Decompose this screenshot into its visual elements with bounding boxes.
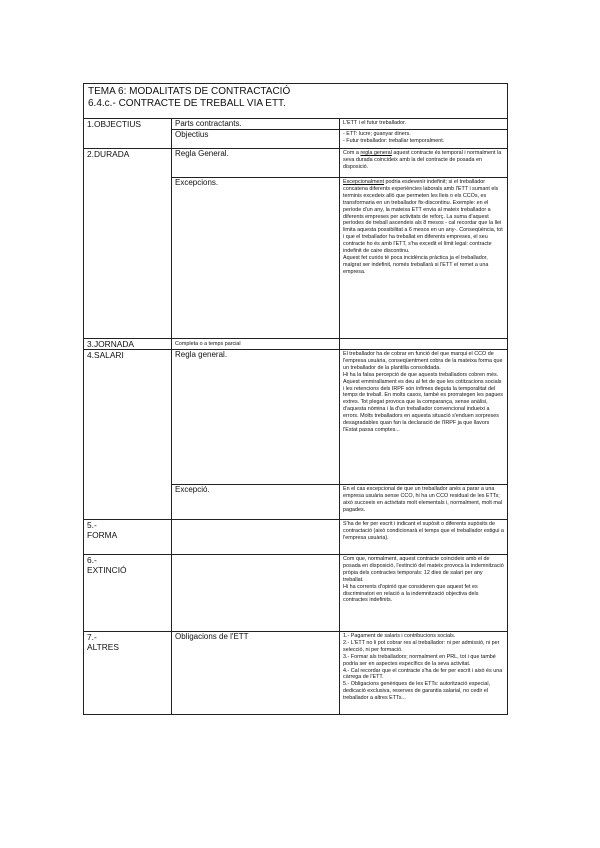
section-durada: 2.DURADA: [84, 149, 172, 339]
durada-row-1: [84, 149, 508, 178]
forma-text: S'ha de fer per escrit i indicant el supòsit o diferents supòsits de contractació (això condicionarà el temps que el treballador estigui a l'empresa usuària).: [340, 520, 508, 555]
section-jornada: 3.JORNADA: [84, 339, 172, 350]
list-item: 2.- L'ETT no li pot cobrar res al treballador: ni per admissió, ni per selecció, ni per formació.: [343, 639, 500, 653]
salari-excepcio-text: En el cas excepcional de que un treballador anès a parar a una empresa usuària sense CCO, hi ha un CCO residual de les ETTs; això succeeix en activitats molt elementals i, normalment, molt mal pagades.: [340, 485, 508, 520]
section-extincio: 6.- EXTINCIÓ: [84, 555, 172, 632]
section-objectius: 1.OBJECTIUS: [84, 119, 172, 149]
section-forma: 5.- FORMA: [84, 520, 172, 555]
regla-general-word: regla general: [360, 150, 392, 156]
contract-table: [83, 83, 508, 715]
durada-excepcions-label: Excepcions.: [172, 178, 340, 339]
salari-regla-label: Regla general.: [172, 350, 340, 485]
empty-cell: [172, 520, 340, 555]
altres-row: [84, 632, 508, 715]
list-item: 3.- Formar als treballadors; normalment en PRL, tot i que també podria ser en aspectes específics de la seva activitat.: [343, 653, 496, 667]
jornada-text: Completa o a temps parcial: [172, 339, 340, 350]
objectius-label: Objectius: [172, 130, 340, 149]
list-item: - Futur treballador: treballar temporalment.: [343, 137, 445, 144]
list-item: - ETT: lucre; guanyar diners.: [343, 131, 411, 137]
durada-excepcions-text: Excepcionalment podria esdevenir indefinit; si el treballador concatena diferents experiències laborals amb l'ETT i sumant els terminis excedeix allò que permeten les lleis o els CCOs, es transformaria en un treballador fix-discontinu. Exemple: en el període d'un any, la mateixa ETT envia al mateix treballador a diferents empreses per activitats de reforç. La suma d'aquest períodes de treball ascendeix als 8 mesos - cal recordar que la llei limita aquesta possibilitat a 6 mesos en un any-. Conseqüència, tot i que el treballador ha treballat en diferents empreses, el seu contracte ho és amb l'ETT, s'ha excedit el límit legal: contracte indefinit de caire discontinu. Aquest fet curiós té poca incidència pràctica ja el treballador, malgrat ser indefinit, només treballarà si l'ETT el remet a una empresa.: [340, 178, 508, 339]
salari-excepcio-label: Excepció.: [172, 485, 340, 520]
page-subtitle: 6.4.c.- CONTRACTE DE TREBALL VIA ETT.: [88, 98, 286, 109]
objectius-list: [340, 130, 508, 149]
list-item: 4.- Cal recordar que el contracte s'ha de fer per escrit i això és una càrrega de l'ETT.: [343, 667, 503, 681]
forma-row: [84, 520, 508, 555]
empty-cell: [172, 555, 340, 632]
durada-note: Aquest fet curiós té poca incidència pràctica ja el treballador, malgrat ser indefinit, només treballarà si l'ETT el remet a una empresa.: [343, 254, 489, 275]
section-salari: 4.SALARI: [84, 350, 172, 520]
section-altres: 7.- ALTRES: [84, 632, 172, 715]
list-item: 5.- Obligacions genèriques de les ETTs: autorització especial, dedicació exclusiva, reserves de garantia salarial, no cedir el treballador a altres ETTs...: [343, 681, 491, 702]
durada-regla-text: Com a regla general aquest contracte és temporal i normalment la seva durada coincideix amb la del contracte de posada en disposició.: [340, 149, 508, 178]
salari-regla-text: El treballador ha de cobrar en funció del que marqui el CCO de l'empresa usuària, conseqüentment cobra de la mateixa forma que un treballador de la plantilla consolidada. Hi ha la falsa percepció de que aquests treballadors cobren més. Aquest emmirallament es deu al fet de que les cotitzacions socials i les retencions dels IRPF són ínfimes deguta la temporalitat del temps de treball. En molts casos, també es prorrategen les pagues extres. Tot plegat provoca que la comparança, sense anàlisi, d'aquesta nòmina i la d'un treballador convencional indueixi a errors. Molts treballadors en aquesta situació s'enduen sorpreses desagradables quan fan la declaració de l'IRPF ja que llavors l'Estat passa comptes...: [340, 350, 508, 485]
parts-text: L'ETT i el futur treballador.: [340, 119, 508, 130]
salari-row-1: [84, 350, 508, 485]
extincio-text: Com que, normalment, aquest contracte coincideix amb el de posada en disposició, l'extinció del mateix provoca la indemnització pròpia dels contractes temporals: 12 dies de salari per any treballat. Hi ha corrents d'opinió que consideren que aquest fet es discriminatori en relació a la indemnització objectiva dels contractes indefinits.: [340, 555, 508, 632]
altres-list: [340, 632, 508, 715]
durada-regla-label: Regla General.: [172, 149, 340, 178]
page-title: TEMA 6: MODALITATS DE CONTRACTACIÓ: [88, 86, 291, 97]
list-item: 1.- Pagament de salaris i contribucions socials.: [343, 633, 456, 639]
document-page: [83, 83, 507, 715]
objectius-row-1: [84, 119, 508, 130]
parts-label: Parts contractants.: [172, 119, 340, 130]
extincio-row: [84, 555, 508, 632]
jornada-row: [84, 339, 508, 350]
header-row: [84, 84, 508, 119]
altres-label: Obligacions de l'ETT: [172, 632, 340, 715]
empty-cell: [340, 339, 508, 350]
excepcionalment-word: Excepcionalment: [343, 179, 385, 185]
